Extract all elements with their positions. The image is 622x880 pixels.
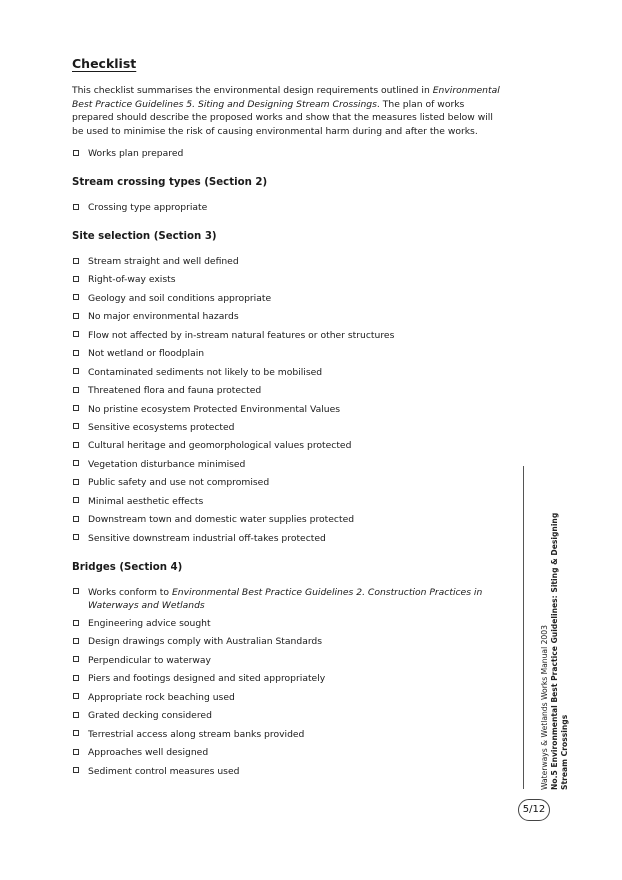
intro-paragraph <box>72 84 504 138</box>
checkbox[interactable] <box>73 516 79 522</box>
item-label: Stream straight and well defined <box>88 256 239 267</box>
section-heading-bridges: Bridges (Section 4) <box>72 561 183 573</box>
item-label: Appropriate rock beaching used <box>88 691 235 703</box>
list-item <box>72 439 504 452</box>
item-label: Cultural heritage and geomorphological values protected <box>88 440 352 452</box>
checkbox[interactable] <box>73 204 79 210</box>
list-item <box>72 709 504 722</box>
list-item <box>72 532 504 545</box>
checkbox[interactable] <box>73 276 79 282</box>
list-item <box>72 672 504 685</box>
page-title: Checklist <box>72 56 137 71</box>
list-item <box>72 654 504 667</box>
list-item <box>72 329 504 342</box>
item-label: Geology and soil conditions appropriate <box>88 292 272 304</box>
item-label: Perpendicular to waterway <box>88 654 211 666</box>
item-label: Right-of-way exists <box>88 274 176 286</box>
item-label: Engineering advice sought <box>88 618 211 629</box>
list-item <box>72 384 504 397</box>
checkbox[interactable] <box>73 368 79 374</box>
list-item <box>72 476 504 489</box>
list-item <box>72 495 504 508</box>
item-label: Vegetation disturbance minimised <box>88 458 246 470</box>
guideline-title: No.5 Environmental Best Practice Guidelines: Siting & Designing Stream Crossings <box>550 512 569 790</box>
list-item <box>72 366 504 379</box>
checkbox[interactable] <box>73 620 79 626</box>
checkbox[interactable] <box>73 423 79 429</box>
section-heading-site-selection: Site selection (Section 3) <box>72 231 217 242</box>
list-item <box>72 292 504 305</box>
checkbox[interactable] <box>73 656 79 662</box>
list-item <box>72 147 504 160</box>
item-label: Approaches well designed <box>88 747 209 759</box>
general-checklist <box>72 147 504 160</box>
item-label: Design drawings comply with Australian Standards <box>88 636 323 648</box>
checkbox[interactable] <box>73 693 79 699</box>
item-label <box>88 586 504 612</box>
list-item <box>72 201 504 214</box>
item-label-guideline-title: Environmental Best Practice Guidelines 2. Construction Practices in Waterways and Wetlands <box>88 586 483 611</box>
checkbox[interactable] <box>73 588 79 594</box>
list-item <box>72 746 504 759</box>
list-item <box>72 691 504 704</box>
list-item <box>72 347 504 360</box>
list-item <box>72 273 504 286</box>
list-item <box>72 617 504 630</box>
checklist-content <box>72 56 504 783</box>
checkbox[interactable] <box>73 497 79 503</box>
item-label: Terrestrial access along stream banks provided <box>88 728 305 740</box>
item-label: Downstream town and domestic water supplies protected <box>88 514 355 526</box>
item-label: Piers and footings designed and sited appropriately <box>88 673 326 685</box>
checkbox[interactable] <box>73 442 79 448</box>
item-label: No pristine ecosystem Protected Environmental Values <box>88 403 341 415</box>
bridges-checklist <box>72 586 504 778</box>
item-label: Contaminated sediments not likely to be mobilised <box>88 366 323 378</box>
list-item <box>72 586 504 612</box>
item-label: Grated decking considered <box>88 710 212 722</box>
list-item <box>72 310 504 323</box>
item-label: Not wetland or floodplain <box>88 348 205 360</box>
checkbox[interactable] <box>73 258 79 264</box>
list-item <box>72 635 504 648</box>
item-label: Sensitive ecosystems protected <box>88 421 235 433</box>
page-number-badge: 5/12 <box>518 799 550 821</box>
item-label: No major environmental hazards <box>88 311 239 323</box>
checkbox[interactable] <box>73 712 79 718</box>
checkbox[interactable] <box>73 749 79 755</box>
item-label: Flow not affected by in-stream natural features or other structures <box>88 329 395 341</box>
site-selection-checklist <box>72 255 504 545</box>
intro-text-end: . The plan of works prepared should describe the proposed works and show that the measures listed below will be used to minimise the risk of causing environmental harm during and after the works. <box>72 98 493 137</box>
checkbox[interactable] <box>73 479 79 485</box>
list-item <box>72 403 504 416</box>
item-label: Minimal aesthetic effects <box>88 495 204 507</box>
item-label: Threatened flora and fauna protected <box>88 385 262 397</box>
list-item <box>72 421 504 434</box>
list-item <box>72 765 504 778</box>
sidebar-divider <box>523 466 524 789</box>
list-item <box>72 728 504 741</box>
checkbox[interactable] <box>73 638 79 644</box>
checkbox[interactable] <box>73 730 79 736</box>
checkbox[interactable] <box>73 331 79 337</box>
checkbox[interactable] <box>73 313 79 319</box>
section-heading-crossing-types: Stream crossing types (Section 2) <box>72 177 268 188</box>
intro-text-start: This checklist summarises the environmental design requirements outlined in <box>72 85 433 96</box>
checkbox[interactable] <box>73 460 79 466</box>
crossing-types-checklist <box>72 201 504 214</box>
checkbox[interactable] <box>73 150 79 156</box>
checkbox[interactable] <box>73 387 79 393</box>
checkbox[interactable] <box>73 294 79 300</box>
list-item <box>72 458 504 471</box>
intro-guideline-title: Environmental Best Practice Guidelines 5. Siting and Designing Stream Crossings <box>72 85 500 110</box>
checkbox[interactable] <box>73 675 79 681</box>
item-label-prefix: Works conform to <box>88 586 172 598</box>
checkbox[interactable] <box>73 350 79 356</box>
list-item <box>72 513 504 526</box>
list-item <box>72 255 504 268</box>
vertical-sidebar-caption <box>540 490 570 790</box>
checkbox[interactable] <box>73 405 79 411</box>
checkbox[interactable] <box>73 767 79 773</box>
manual-title: Waterways & Wetlands Works Manual 2003 <box>540 625 549 790</box>
item-label: Public safety and use not compromised <box>88 477 270 489</box>
checkbox[interactable] <box>73 534 79 540</box>
item-label: Crossing type appropriate <box>88 202 208 213</box>
item-label: Sensitive downstream industrial off-takes protected <box>88 532 326 544</box>
item-label: Works plan prepared <box>88 148 184 159</box>
item-label: Sediment control measures used <box>88 765 240 777</box>
